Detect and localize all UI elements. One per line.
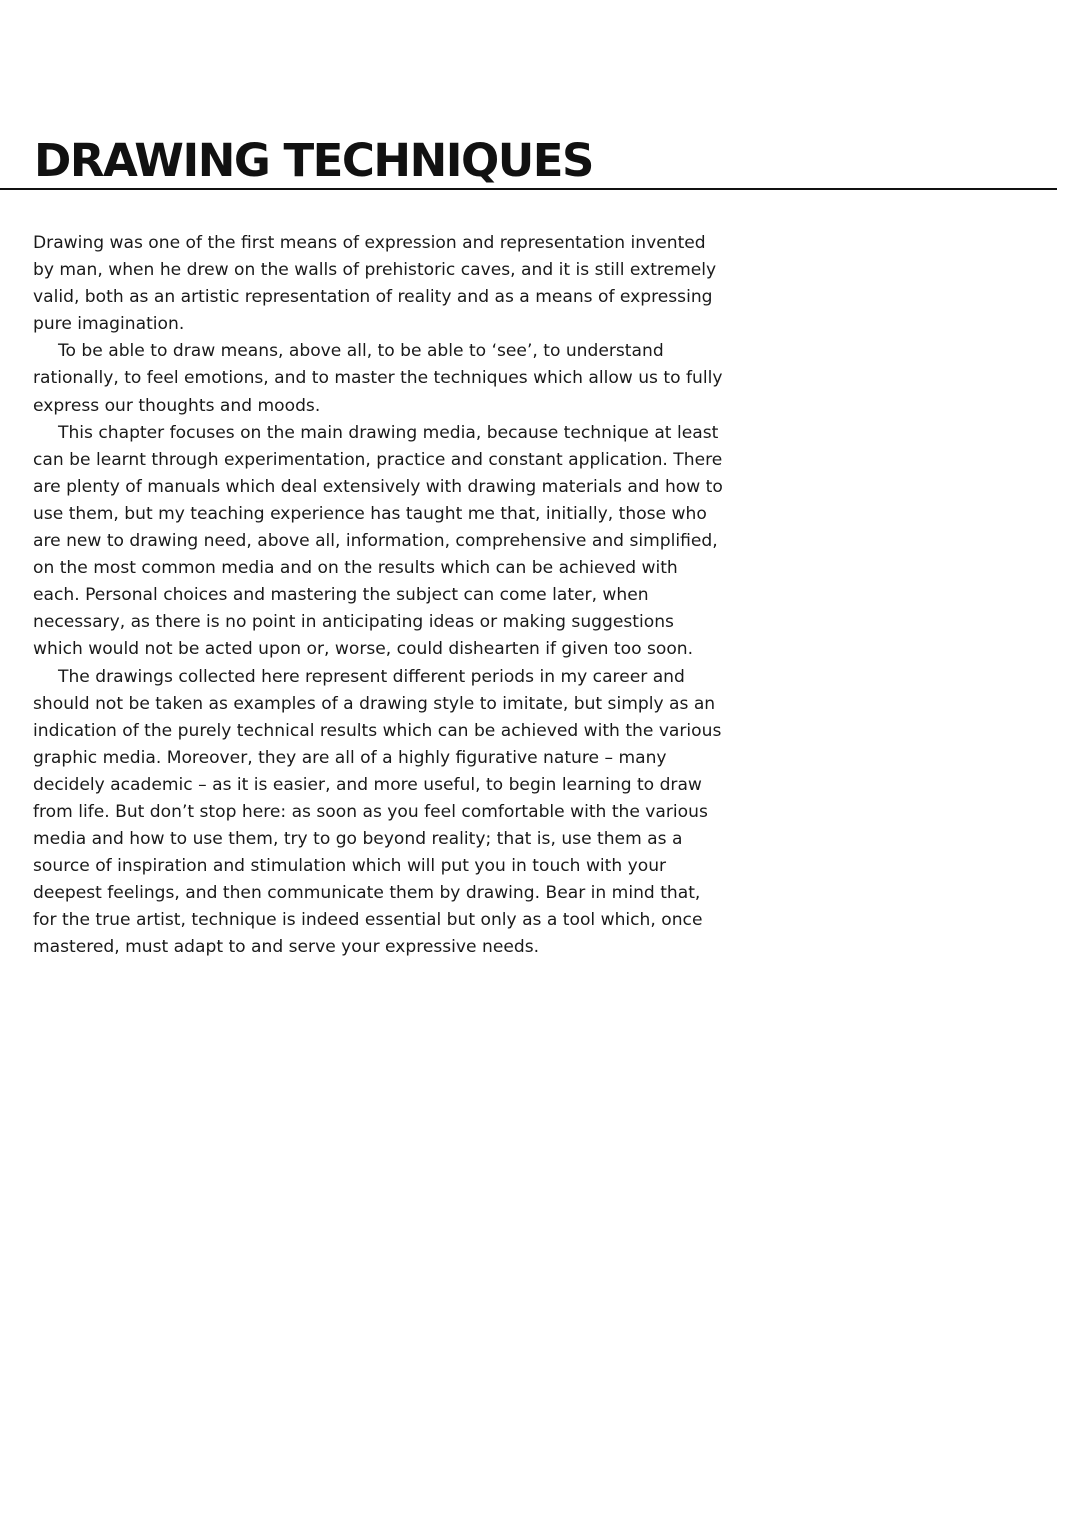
title-divider [0, 188, 1057, 190]
paragraph: Drawing was one of the first means of expression and representation invented by man, when he drew on the walls of prehistoric caves, and it is still extremely valid, both as an artistic representation of reality and as a means of expressing pure imagination. [33, 233, 717, 335]
body-text [33, 230, 723, 962]
paragraph: This chapter focuses on the main drawing media, because technique at least can be learnt through experimentation, practice and constant application. There are plenty of manuals which deal extensively with drawing materials and how to use them, but my teaching experience has taught me that, initially, those who are new to drawing need, above all, information, comprehensive and simplified, on the most common media and on the results which can be achieved with each. Personal choices and mastering the subject can come later, when necessary, as there is no point in anticipating ideas or making suggestions which would not be acted upon or, worse, could dishearten if given too soon. [33, 422, 723, 660]
paragraph: To be able to draw means, above all, to be able to ‘see’, to understand rationally, to feel emotions, and to master the techniques which allow us to fully express our thoughts and moods. [33, 341, 723, 416]
paragraph: The drawings collected here represent different periods in my career and should not be taken as examples of a drawing style to imitate, but simply as an indication of the purely technical results which can be achieved with the various graphic media. Moreover, they are all of a highly figurative nature – many decidely academic – as it is easier, and more useful, to begin learning to draw from life. But don’t stop here: as soon as you feel comfortable with the various media and how to use them, try to go beyond reality; that is, use them as a source of inspiration and stimulation which will put you in touch with your deepest feelings, and then communicate them by drawing. Bear in mind that, for the true artist, technique is indeed essential but only as a tool which, once mastered, must adapt to and serve your expressive needs. [33, 666, 722, 958]
page-title: DRAWING TECHNIQUES [34, 134, 593, 187]
